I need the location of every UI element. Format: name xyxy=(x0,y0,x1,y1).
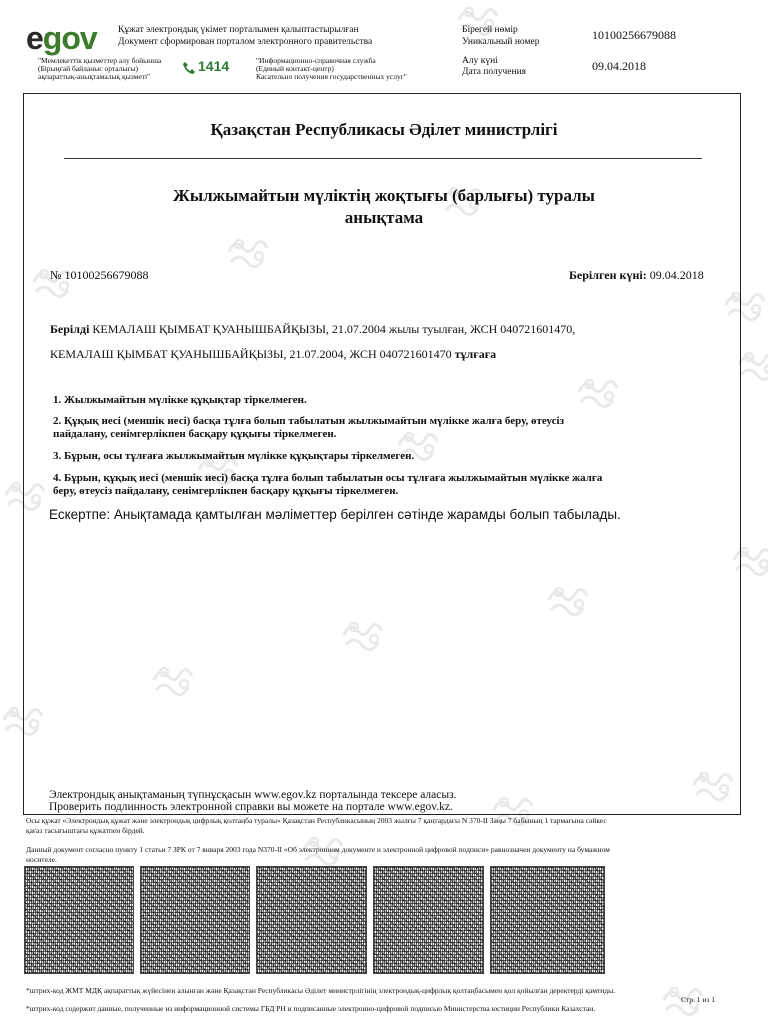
ministry-title: Қазақстан Республикасы Әділет министрлігі xyxy=(210,120,558,139)
phone-icon xyxy=(182,61,196,75)
legal-ru-line1: Данный документ согласно пункту 1 статьи 7 ЗРК от 7 января 2003 года N370-II «Об электронном документе и электронной цифровой подписи» равнозначен документу на бумажном xyxy=(26,845,610,854)
issued-date xyxy=(569,268,704,283)
certificate-title xyxy=(120,185,648,229)
service-kz-line1: "Мемлекеттік қызметтер алу бойынша xyxy=(38,56,162,65)
certificate-title-line2: анықтама xyxy=(344,208,424,227)
service-kz-line2: (Бірыңғай байланыс орталығы) xyxy=(38,64,139,73)
item-4-line2: беру, өтеусіз пайдалану, сенімгерлікпен басқару құқығы тіркелмеген. xyxy=(53,485,399,497)
page-number: Стр. 1 из 1 xyxy=(681,995,715,1004)
unique-number-label-kz: Бірегей нөмір xyxy=(462,25,518,35)
given-line xyxy=(50,322,575,337)
contact-phone: 1414 xyxy=(198,58,230,74)
item-1: 1. Жылжымайтын мүлікке құқықтар тіркелмеген. xyxy=(53,394,307,406)
barcode-2 xyxy=(140,866,250,974)
given-label: Берілді xyxy=(50,322,90,336)
service-kz-line3: ақпараттық-анықтамалық қызметі" xyxy=(38,72,151,81)
note-text: Ескертпе: Анықтамада қамтылған мәліметтер берілген сәтінде жарамды болып табылады. xyxy=(49,507,621,522)
date-label-kz: Алу күні xyxy=(462,56,498,66)
legal-kz-line1: Осы құжат «Электрондық құжат және электрондық цифрлық қолтаңба туралы» Қазақстан Республикасының 2003 жылғы 7 қаңтардағы N 370-II Заңы 7 бабының 1 тармағына сәйкес xyxy=(26,816,607,825)
certificate-number: № 10100256679088 xyxy=(50,268,149,282)
egov-logo: egov xyxy=(26,20,97,56)
service-ru-line3: Касательно получения государственных услуг" xyxy=(256,72,407,81)
given-text: КЕМАЛАШ ҚЫМБАТ ҚУАНЫШБАЙҚЫЗЫ, 21.07.2004 жылы туылған, ЖСН 040721601470, xyxy=(92,322,576,336)
barcode-5 xyxy=(490,866,605,974)
person-line xyxy=(50,347,496,362)
check-text-kz: Электрондық анықтаманың түпнұсқасын www.egov.kz порталында тексере аласыз. xyxy=(49,789,457,801)
check-text-ru: Проверить подлинность электронной справки вы можете на портале www.egov.kz. xyxy=(49,801,453,813)
barcode-4 xyxy=(373,866,484,974)
unique-number-value: 10100256679088 xyxy=(592,28,676,42)
item-2-line1: 2. Құқық иесі (меншік иесі) басқа тұлға болып табылатын жылжымайтын мүлікке жалға беру, өтеусіз xyxy=(53,415,565,427)
issued-date-value: 09.04.2018 xyxy=(649,268,704,282)
date-value: 09.04.2018 xyxy=(592,59,646,73)
certificate-title-line1: Жылжымайтын мүліктің жоқтығы (барлығы) туралы xyxy=(173,186,595,205)
title-divider xyxy=(64,158,702,159)
unique-number-label-ru: Уникальный номер xyxy=(462,37,540,47)
item-3: 3. Бұрын, осы тұлғаға жылжымайтын мүлікке құқықтары тіркелмеген. xyxy=(53,450,415,462)
service-ru-line1: "Информационно-справочная служба xyxy=(256,56,376,65)
barcode-1 xyxy=(24,866,134,974)
legal-kz-line2: қағаз тасығыштағы құжатпен бірдей. xyxy=(26,826,145,835)
barcode-3 xyxy=(256,866,367,974)
footnote-ru: *штрих-код содержит данные, полученные из информационной системы ГБД РН и подписанные электронно-цифровой подписью Министерства юстиции Республики Казахстан. xyxy=(26,1004,596,1013)
portal-text-ru: Документ сформирован порталом электронного правительства xyxy=(118,37,373,47)
item-4-line1: 4. Бұрын, құқық иесі (меншік иесі) басқа тұлға болып табылатын осы тұлғаға жылжымайтын мүлікке жалға xyxy=(53,472,603,484)
person-suffix: тұлғаға xyxy=(454,347,497,361)
date-label-ru: Дата получения xyxy=(462,67,527,77)
service-ru-line2: (Единый контакт-центр) xyxy=(256,64,334,73)
issued-label: Берілген күні: xyxy=(569,268,647,282)
portal-text-kz: Құжат электрондық үкімет порталымен қалыптастырылған xyxy=(118,25,359,35)
person-text: КЕМАЛАШ ҚЫМБАТ ҚУАНЫШБАЙҚЫЗЫ, 21.07.2004, ЖСН 040721601470 xyxy=(50,347,452,361)
item-2-line2: пайдалану, сенімгерлікпен басқару құқығы тіркелмеген. xyxy=(53,428,337,440)
footnote-kz: *штрих-код ЖМТ МДҚ ақпараттық жүйесінен алынған және Қазақстан Республикасы Әділет министрлігінің электрондық-цифрлық қолтаңбасымен қол қойылған деректерді қамтиды. xyxy=(26,986,616,995)
legal-ru-line2: носителе. xyxy=(26,855,57,864)
